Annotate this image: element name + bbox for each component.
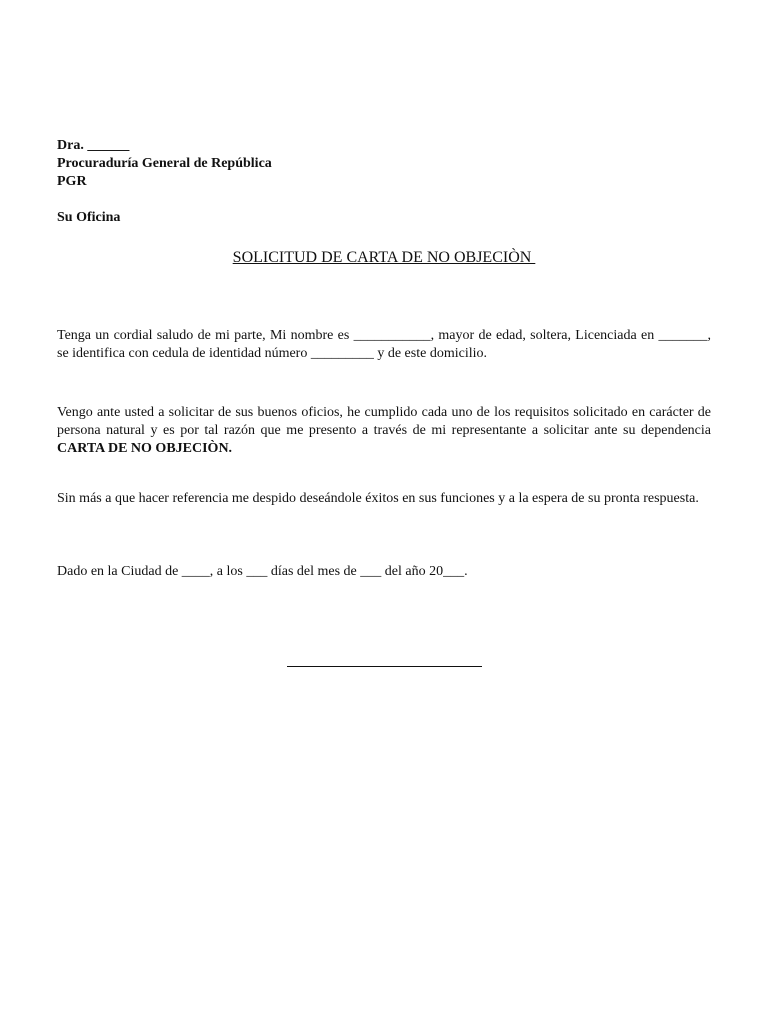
paragraph-date-place: Dado en la Ciudad de ____, a los ___ días del mes de ___ del año 20___.: [57, 564, 468, 579]
paragraph-request-text: Vengo ante usted a solicitar de sus buenos oficios, he cumplido cada uno de los requisitos solicitado en carácter de persona natural y es por tal razón que me presento a través de mi representante a solicitar ante su dependencia: [57, 405, 711, 438]
paragraph-introduction: Tenga un cordial saludo de mi parte, Mi nombre es ___________, mayor de edad, soltera, Licenciada en _______, se identifica con cedula de identidad número _________ y de este domicilio.: [57, 328, 711, 361]
paragraph-request-emphasis: CARTA DE NO OBJECIÒN.: [57, 441, 233, 456]
document-title: SOLICITUD DE CARTA DE NO OBJECIÒN: [232, 249, 536, 266]
addressee-office: Su Oficina: [57, 210, 121, 225]
signature-line: [287, 666, 482, 667]
addressee-institution: Procuraduría General de República: [57, 156, 272, 171]
addressee-acronym: PGR: [57, 174, 87, 189]
addressee-block: [57, 137, 272, 191]
paragraph-request: [57, 404, 711, 458]
paragraph-closing: Sin más a que hacer referencia me despido deseándole éxitos en sus funciones y a la espera de su pronta respuesta.: [57, 491, 699, 506]
addressee-doctor-line: Dra. ______: [57, 138, 130, 153]
